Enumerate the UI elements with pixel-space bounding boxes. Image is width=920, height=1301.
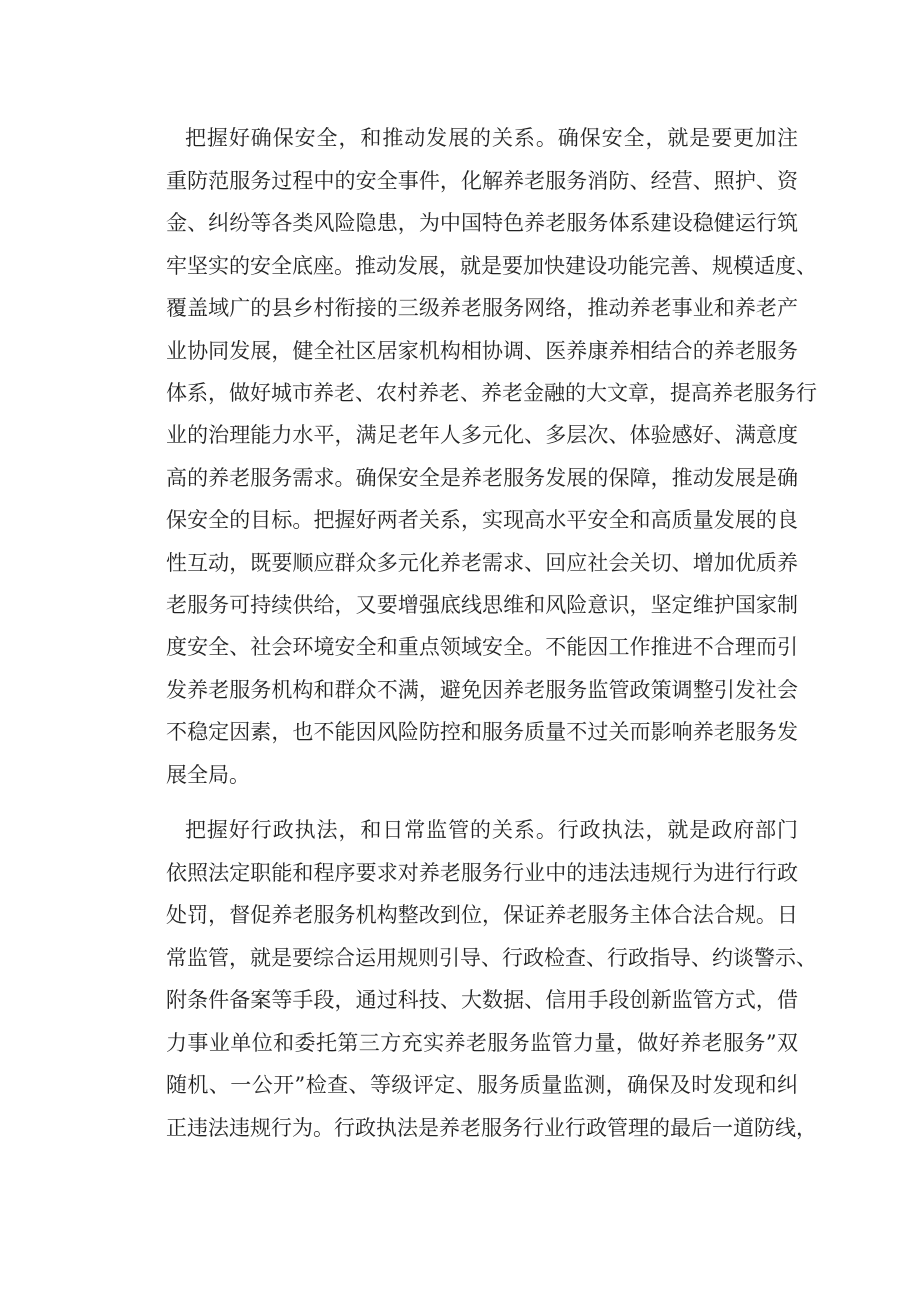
text-line: 常监管，就是要综合运用规则引导、行政检查、行政指导、约谈警示、: [166, 946, 817, 970]
text-line: 正违法违规行为。行政执法是养老服务行业行政管理的最后一道防线，: [166, 1116, 817, 1140]
text-line: 把握好确保安全，和推动发展的关系。确保安全，就是要更加注: [185, 126, 798, 150]
text-line: 金、纠纷等各类风险隐患，为中国特色养老服务体系建设稳健运行筑: [166, 211, 798, 235]
text-line: 业的治理能力水平，满足老年人多元化、多层次、体验感好、满意度: [166, 423, 798, 447]
text-line: 附条件备案等手段，通过科技、大数据、信用手段创新监管方式，借: [166, 988, 798, 1012]
text-line: 把握好行政执法，和日常监管的关系。行政执法，就是政府部门: [185, 818, 798, 842]
text-line: 重防范服务过程中的安全事件，化解养老服务消防、经营、照护、资: [166, 169, 798, 193]
text-line: 覆盖域广的县乡村衔接的三级养老服务网络，推动养老事业和养老产: [166, 296, 798, 320]
text-line: 业协同发展，健全社区居家机构相协调、医养康养相结合的养老服务: [166, 339, 798, 363]
text-line: 依照法定职能和程序要求对养老服务行业中的违法违规行为进行行政: [166, 861, 798, 885]
text-line: 发养老服务机构和群众不满，避免因养老服务监管政策调整引发社会: [166, 678, 798, 702]
text-line: 老服务可持续供给，又要增强底线思维和风险意识，坚定维护国家制: [166, 593, 798, 617]
text-line: 随机、一公开”检查、等级评定、服务质量监测，确保及时发现和纠: [166, 1073, 798, 1097]
text-line: 保安全的目标。把握好两者关系，实现高水平安全和高质量发展的良: [166, 508, 798, 532]
text-line: 牢坚实的安全底座。推动发展，就是要加快建设功能完善、规模适度、: [166, 254, 817, 278]
text-line: 度安全、社会环境安全和重点领域安全。不能因工作推进不合理而引: [166, 635, 798, 659]
text-line: 高的养老服务需求。确保安全是养老服务发展的保障，推动发展是确: [166, 466, 798, 490]
text-line: 体系，做好城市养老、农村养老、养老金融的大文章，提高养老服务行: [166, 381, 817, 405]
text-line: 展全局。: [166, 763, 250, 787]
text-line: 不稳定因素，也不能因风险防控和服务质量不过关而影响养老服务发: [166, 720, 798, 744]
text-line: 性互动，既要顺应群众多元化养老需求、回应社会关切、增加优质养: [166, 551, 798, 575]
text-line: 处罚，督促养老服务机构整改到位，保证养老服务主体合法合规。日: [166, 903, 798, 927]
text-line: 力事业单位和委托第三方充实养老服务监管力量，做好养老服务”双: [166, 1031, 798, 1055]
